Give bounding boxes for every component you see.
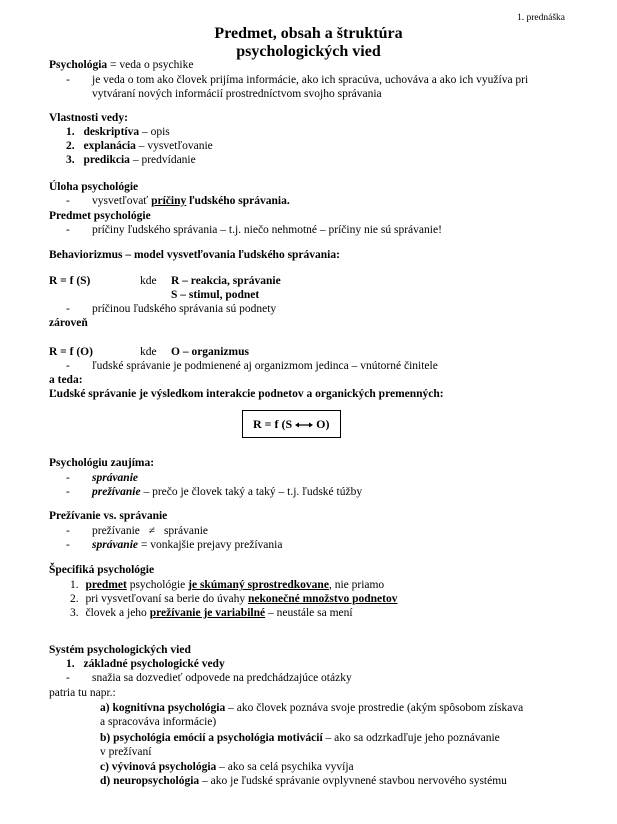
property-term: explanácia [83,140,136,152]
specific-underlined: nekonečné množstvo podnetov [247,593,398,605]
interaction-formula-box [242,410,341,438]
specific-item-1 [70,578,384,592]
lecture-number: 1. prednáška [517,13,566,23]
specific-underlined: predmet [85,579,127,591]
specific-item-2 [70,592,397,606]
zaroven-label: zároveň [49,317,88,329]
behaviorism-bullet2: ľudské správanie je podmienené aj organizmom jedinca – vnútorné činitele [92,360,438,372]
properties-heading: Vlastnosti vedy: [49,112,128,124]
system-item-text: – ako sa celá psychika vyvíja [216,761,354,773]
property-num: 3. [66,154,75,166]
versus-b: správanie [163,525,209,537]
task-heading: Úloha psychológie [49,181,139,193]
property-num: 1. [66,126,75,138]
system-item-term: b) psychológia emócií a psychológia motivácií [100,732,323,744]
formula-rs: R = f (S) [49,275,91,287]
bullet-dash: - [66,672,70,684]
property-item-3 [66,153,196,167]
page-title-line1: Predmet, obsah a štruktúra [214,25,403,42]
property-term: deskriptíva [83,126,140,138]
interest-item-1: správanie [92,472,138,484]
behaviorism-bullet1: príčinou ľudského správania sú podnety [92,303,277,315]
system-item-b-cont: v prežívaní [100,746,152,758]
system-item-text: – ako sa odzrkadľuje jeho poznávanie [322,732,500,744]
psychology-bullet-line1: je veda o tom ako človek prijíma informácie, ako ich spracúva, uchováva a ako ich využíva pri [92,74,529,86]
interest-item-2 [92,485,362,499]
bullet-dash: - [66,525,70,537]
subject-heading: Predmet psychológie [49,210,151,222]
system-bullet: snažia sa dozvedieť odpovede na predchádzajúce otázky [92,672,352,684]
specific-underlined: je skúmaný sprostredkovane [188,579,329,591]
system-item-a-cont: a spracováva informácie) [100,716,217,728]
system-heading: Systém psychologických vied [49,644,191,656]
ateda-label: a teda: [49,374,83,386]
box-formula-start: R = f (S [253,417,293,431]
specific-underlined: prežívanie je variabilné [149,607,266,619]
bullet-dash: - [66,224,70,236]
specific-text: – neustále sa mení [265,607,353,619]
property-item-1 [66,125,170,139]
specific-text: , nie priamo [328,579,385,591]
task-text: vysvetľovať [92,195,152,207]
versus-term: správanie [92,539,138,551]
system-item-text: – ako je ľudské správanie ovplyvnené stavbou nervového systému [199,775,507,787]
page-title-line2: psychologických vied [236,43,381,60]
s-definition: S – stimul, podnet [171,289,260,301]
system-item-term: c) vývinová psychológia [100,761,217,773]
behaviorism-heading: Behaviorizmus – model vysvetľovania ľudského správania: [49,249,340,261]
double-arrow-icon [295,421,313,429]
specific-text: pri vysvetľovaní sa berie do úvahy [85,593,248,605]
specific-num: 3. [70,607,79,619]
bullet-dash: - [66,195,70,207]
not-equal-symbol: ≠ [148,525,156,537]
kde-label: kde [140,275,157,287]
interest-text: – prečo je človek taký a taký – t.j. ľudské túžby [140,486,363,498]
specific-item-3 [70,606,353,620]
property-desc: – opis [139,126,170,138]
bullet-dash: - [66,303,70,315]
specifics-heading: Špecifiká psychológie [49,564,155,576]
system-item-b [100,731,500,745]
property-desc: – predvídanie [129,154,196,166]
task-bullet [92,194,290,208]
bullet-dash: - [66,486,70,498]
box-formula-end: O) [316,417,330,431]
system-item-c [100,760,354,774]
versus-text: = vonkajšie prejavy prežívania [138,539,283,551]
o-definition: O – organizmus [171,346,249,358]
bullet-dash: - [66,472,70,484]
system-item-term: a) kognitívna psychológia [100,702,226,714]
psychology-def-text: = veda o psychike [107,59,194,71]
term-psychology: Psychológia [49,59,108,71]
behaviorism-conclusion: Ľudské správanie je výsledkom interakcie podnetov a organických premenných: [49,388,444,400]
versus-line-1 [92,524,208,538]
r-definition: R – reakcia, správanie [171,275,281,287]
property-num: 2. [66,140,75,152]
versus-a: prežívanie [92,525,140,537]
versus-line-2 [92,538,282,552]
bullet-dash: - [66,539,70,551]
property-item-2 [66,139,213,153]
interests-heading: Psychológiu zaujíma: [49,457,155,469]
system-subheading [66,657,225,671]
formula-ro: R = f (O) [49,346,93,358]
bullet-dash: - [66,360,70,372]
subject-bullet: príčiny ľudského správania – t.j. niečo nehmotné – príčiny nie sú správanie! [92,224,442,236]
system-sub-num: 1. [66,658,75,670]
system-item-d [100,774,507,788]
psychology-definition [49,58,193,72]
system-item-term: d) neuropsychológia [100,775,200,787]
task-underlined: príčiny [151,195,187,207]
bullet-dash: - [66,74,70,86]
psychology-bullet-line2: vytváraní nových informácií prostredníctvom svojho správania [92,88,382,100]
system-item-text: – ako človek poznáva svoje prostredie (akým spôsobom získava [225,702,524,714]
patria-label: patria tu napr.: [49,687,116,699]
interest-term: prežívanie [92,486,141,498]
specific-num: 1. [70,579,79,591]
specific-text: človek a jeho [85,607,150,619]
property-desc: – vysvetľovanie [135,140,213,152]
system-item-a [100,701,523,715]
kde-label: kde [140,346,157,358]
specific-text: psychológie [126,579,189,591]
specific-num: 2. [70,593,79,605]
versus-heading: Prežívanie vs. správanie [49,510,168,522]
system-sub-title: základné psychologické vedy [83,658,225,670]
property-term: predikcia [83,154,130,166]
task-text-end: ľudského správania. [186,195,290,207]
